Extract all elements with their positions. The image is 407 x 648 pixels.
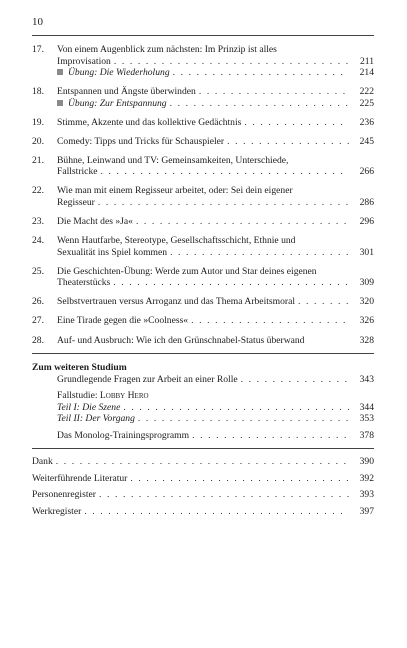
- toc-entry-20[interactable]: [32, 136, 374, 148]
- chapter-number: 19.: [32, 116, 44, 128]
- chapter-number: 27.: [32, 315, 44, 327]
- page-ref: 378: [359, 429, 374, 441]
- page-ref: 309: [359, 277, 374, 289]
- leader-dots: [173, 67, 349, 79]
- toc-entry-19[interactable]: [32, 117, 374, 129]
- leader-dots: [191, 315, 349, 327]
- entry-title: Das Monolog-Trainingsprogramm: [57, 429, 190, 441]
- chapter-number: 18.: [32, 86, 44, 98]
- toc-entry-part1[interactable]: [57, 402, 374, 414]
- leader-dots: [298, 296, 349, 308]
- chapter-number: 21.: [32, 154, 44, 166]
- toc-entry-18[interactable]: [32, 86, 374, 109]
- toc-entry-werkregister[interactable]: [32, 506, 374, 518]
- entry-title: Werkregister: [32, 505, 82, 517]
- chapter-number: 22.: [32, 185, 44, 197]
- section-title: Zum weiteren Studium: [32, 362, 127, 374]
- chapter-title-line: Die Macht des »Ja«: [57, 216, 133, 228]
- case-study-prefix: Fallstudie:: [57, 390, 100, 402]
- leader-dots: [241, 374, 349, 386]
- leader-dots: [101, 166, 350, 178]
- exercise-title: Übung: Zur Entspannung: [68, 97, 167, 109]
- chapter-title-line: Bühne, Leinwand und TV: Gemeinsamkeiten, Unterschiede,: [57, 154, 289, 166]
- chapter-title-line: Sexualität ins Spiel kommen: [57, 246, 168, 258]
- page-ref: 266: [359, 166, 374, 178]
- chapter-title-line: Wenn Hautfarbe, Stereotype, Gesellschaftsschicht, Ethnie und: [57, 235, 296, 247]
- entry-title: Weiterführende Literatur: [32, 472, 128, 484]
- chapter-title-line: Regisseur: [57, 196, 95, 208]
- toc-exercise[interactable]: [57, 98, 374, 110]
- leader-dots: [170, 247, 349, 259]
- page-number: 10: [32, 16, 43, 28]
- leader-dots: [84, 506, 349, 518]
- chapter-number: 26.: [32, 296, 44, 308]
- chapter-number: 24.: [32, 235, 44, 247]
- leader-dots: [123, 402, 349, 414]
- toc-exercise[interactable]: [57, 67, 374, 79]
- page-ref: 222: [359, 86, 374, 98]
- leader-dots: [130, 473, 349, 485]
- page-ref: 301: [359, 246, 374, 258]
- chapter-title-line: Comedy: Tipps und Tricks für Schauspieler: [57, 135, 225, 147]
- toc-entry-28[interactable]: [32, 335, 374, 347]
- leader-dots: [227, 136, 349, 148]
- chapter-number: 17.: [32, 44, 44, 55]
- toc-entry-monolog[interactable]: [57, 430, 374, 442]
- page-ref: 236: [359, 116, 374, 128]
- chapter-number: 28.: [32, 334, 44, 346]
- chapter-title-line: Fallstricke: [57, 166, 98, 178]
- further-study-list: [32, 374, 374, 442]
- page-ref: 320: [359, 296, 374, 308]
- toc-entry-25[interactable]: [32, 266, 374, 289]
- chapter-title-line: Selbstvertrauen versus Arroganz und das Thema Arbeitsmoral: [57, 296, 296, 308]
- leader-dots: [99, 489, 349, 501]
- page-ref: 245: [359, 135, 374, 147]
- toc-entry-22[interactable]: [32, 185, 374, 208]
- page-ref: 344: [359, 401, 374, 413]
- toc-entry-part2[interactable]: [57, 413, 374, 425]
- chapter-number: 25.: [32, 265, 44, 277]
- page-ref: 393: [359, 489, 374, 501]
- page-ref: 225: [359, 97, 374, 109]
- toc-entry-dank[interactable]: [32, 456, 374, 468]
- chapter-number: 23.: [32, 216, 44, 228]
- header-rule: [32, 35, 374, 36]
- chapter-title-line: Von einem Augenblick zum nächsten: Im Prinzip ist alles: [57, 44, 277, 55]
- leader-dots: [56, 456, 349, 468]
- toc-entry-27[interactable]: [32, 315, 374, 327]
- chapter-number: 20.: [32, 135, 44, 147]
- chapter-title-line: Stimme, Akzente und das kollektive Gedächtnis: [57, 116, 242, 128]
- leader-dots: [199, 86, 349, 98]
- page-ref: 343: [359, 373, 374, 385]
- case-study-name: Lobby Hero: [99, 390, 149, 402]
- page-ref: 390: [359, 456, 374, 468]
- chapter-title-line: Entspannen und Ängste überwinden: [57, 86, 196, 98]
- page-ref: 392: [359, 472, 374, 484]
- entry-title: Teil I: Die Szene: [57, 401, 121, 413]
- chapter-title-line: Auf- und Ausbruch: Wie ich den Grünschnabel-Status überwand: [57, 334, 305, 346]
- entry-title: Grundlegende Fragen zur Arbeit an einer Rolle: [57, 373, 238, 385]
- page-ref: 211: [359, 55, 374, 67]
- toc-entry-literatur[interactable]: [32, 473, 374, 485]
- leader-dots: [244, 117, 349, 129]
- chapter-title-line: Theaterstücks: [57, 277, 111, 289]
- chapter-title-line: Eine Tirade gegen die »Coolness«: [57, 315, 189, 327]
- chapter-title-line: Improvisation: [57, 55, 111, 67]
- entry-title: Dank: [32, 456, 53, 468]
- page-ref: 328: [359, 334, 374, 346]
- toc-entry-26[interactable]: [32, 296, 374, 308]
- toc-entry-24[interactable]: [32, 235, 374, 258]
- toc-entry-23[interactable]: [32, 216, 374, 228]
- page-ref: 214: [359, 67, 374, 78]
- square-bullet-icon: [57, 100, 63, 106]
- toc-entry-personenregister[interactable]: [32, 489, 374, 501]
- toc-entry-21[interactable]: [32, 155, 374, 178]
- page-ref: 397: [359, 505, 374, 517]
- page-ref: 326: [359, 315, 374, 327]
- leader-dots: [114, 56, 349, 68]
- table-of-contents: [32, 44, 374, 517]
- toc-entry-17[interactable]: [32, 44, 374, 79]
- exercise-title: Übung: Die Wiederholung: [68, 67, 170, 78]
- chapter-title-line: Wie man mit einem Regisseur arbeitet, oder: Sei dein eigener: [57, 185, 293, 197]
- leader-dots: [113, 277, 349, 289]
- toc-entry-questions[interactable]: [57, 374, 374, 386]
- leader-dots: [98, 197, 349, 209]
- leader-dots: [138, 413, 349, 425]
- page-ref: 353: [359, 413, 374, 425]
- case-study-heading: [57, 390, 374, 402]
- page-ref: 286: [359, 196, 374, 208]
- leader-dots: [192, 430, 349, 442]
- entry-title: Teil II: Der Vorgang: [57, 413, 135, 425]
- chapter-title-line: Die Geschichten-Übung: Werde zum Autor und Star deines eigenen: [57, 265, 317, 277]
- page-ref: 296: [359, 216, 374, 228]
- entry-title: Personenregister: [32, 489, 96, 501]
- square-bullet-icon: [57, 69, 63, 75]
- leader-dots: [170, 98, 349, 110]
- leader-dots: [136, 216, 349, 228]
